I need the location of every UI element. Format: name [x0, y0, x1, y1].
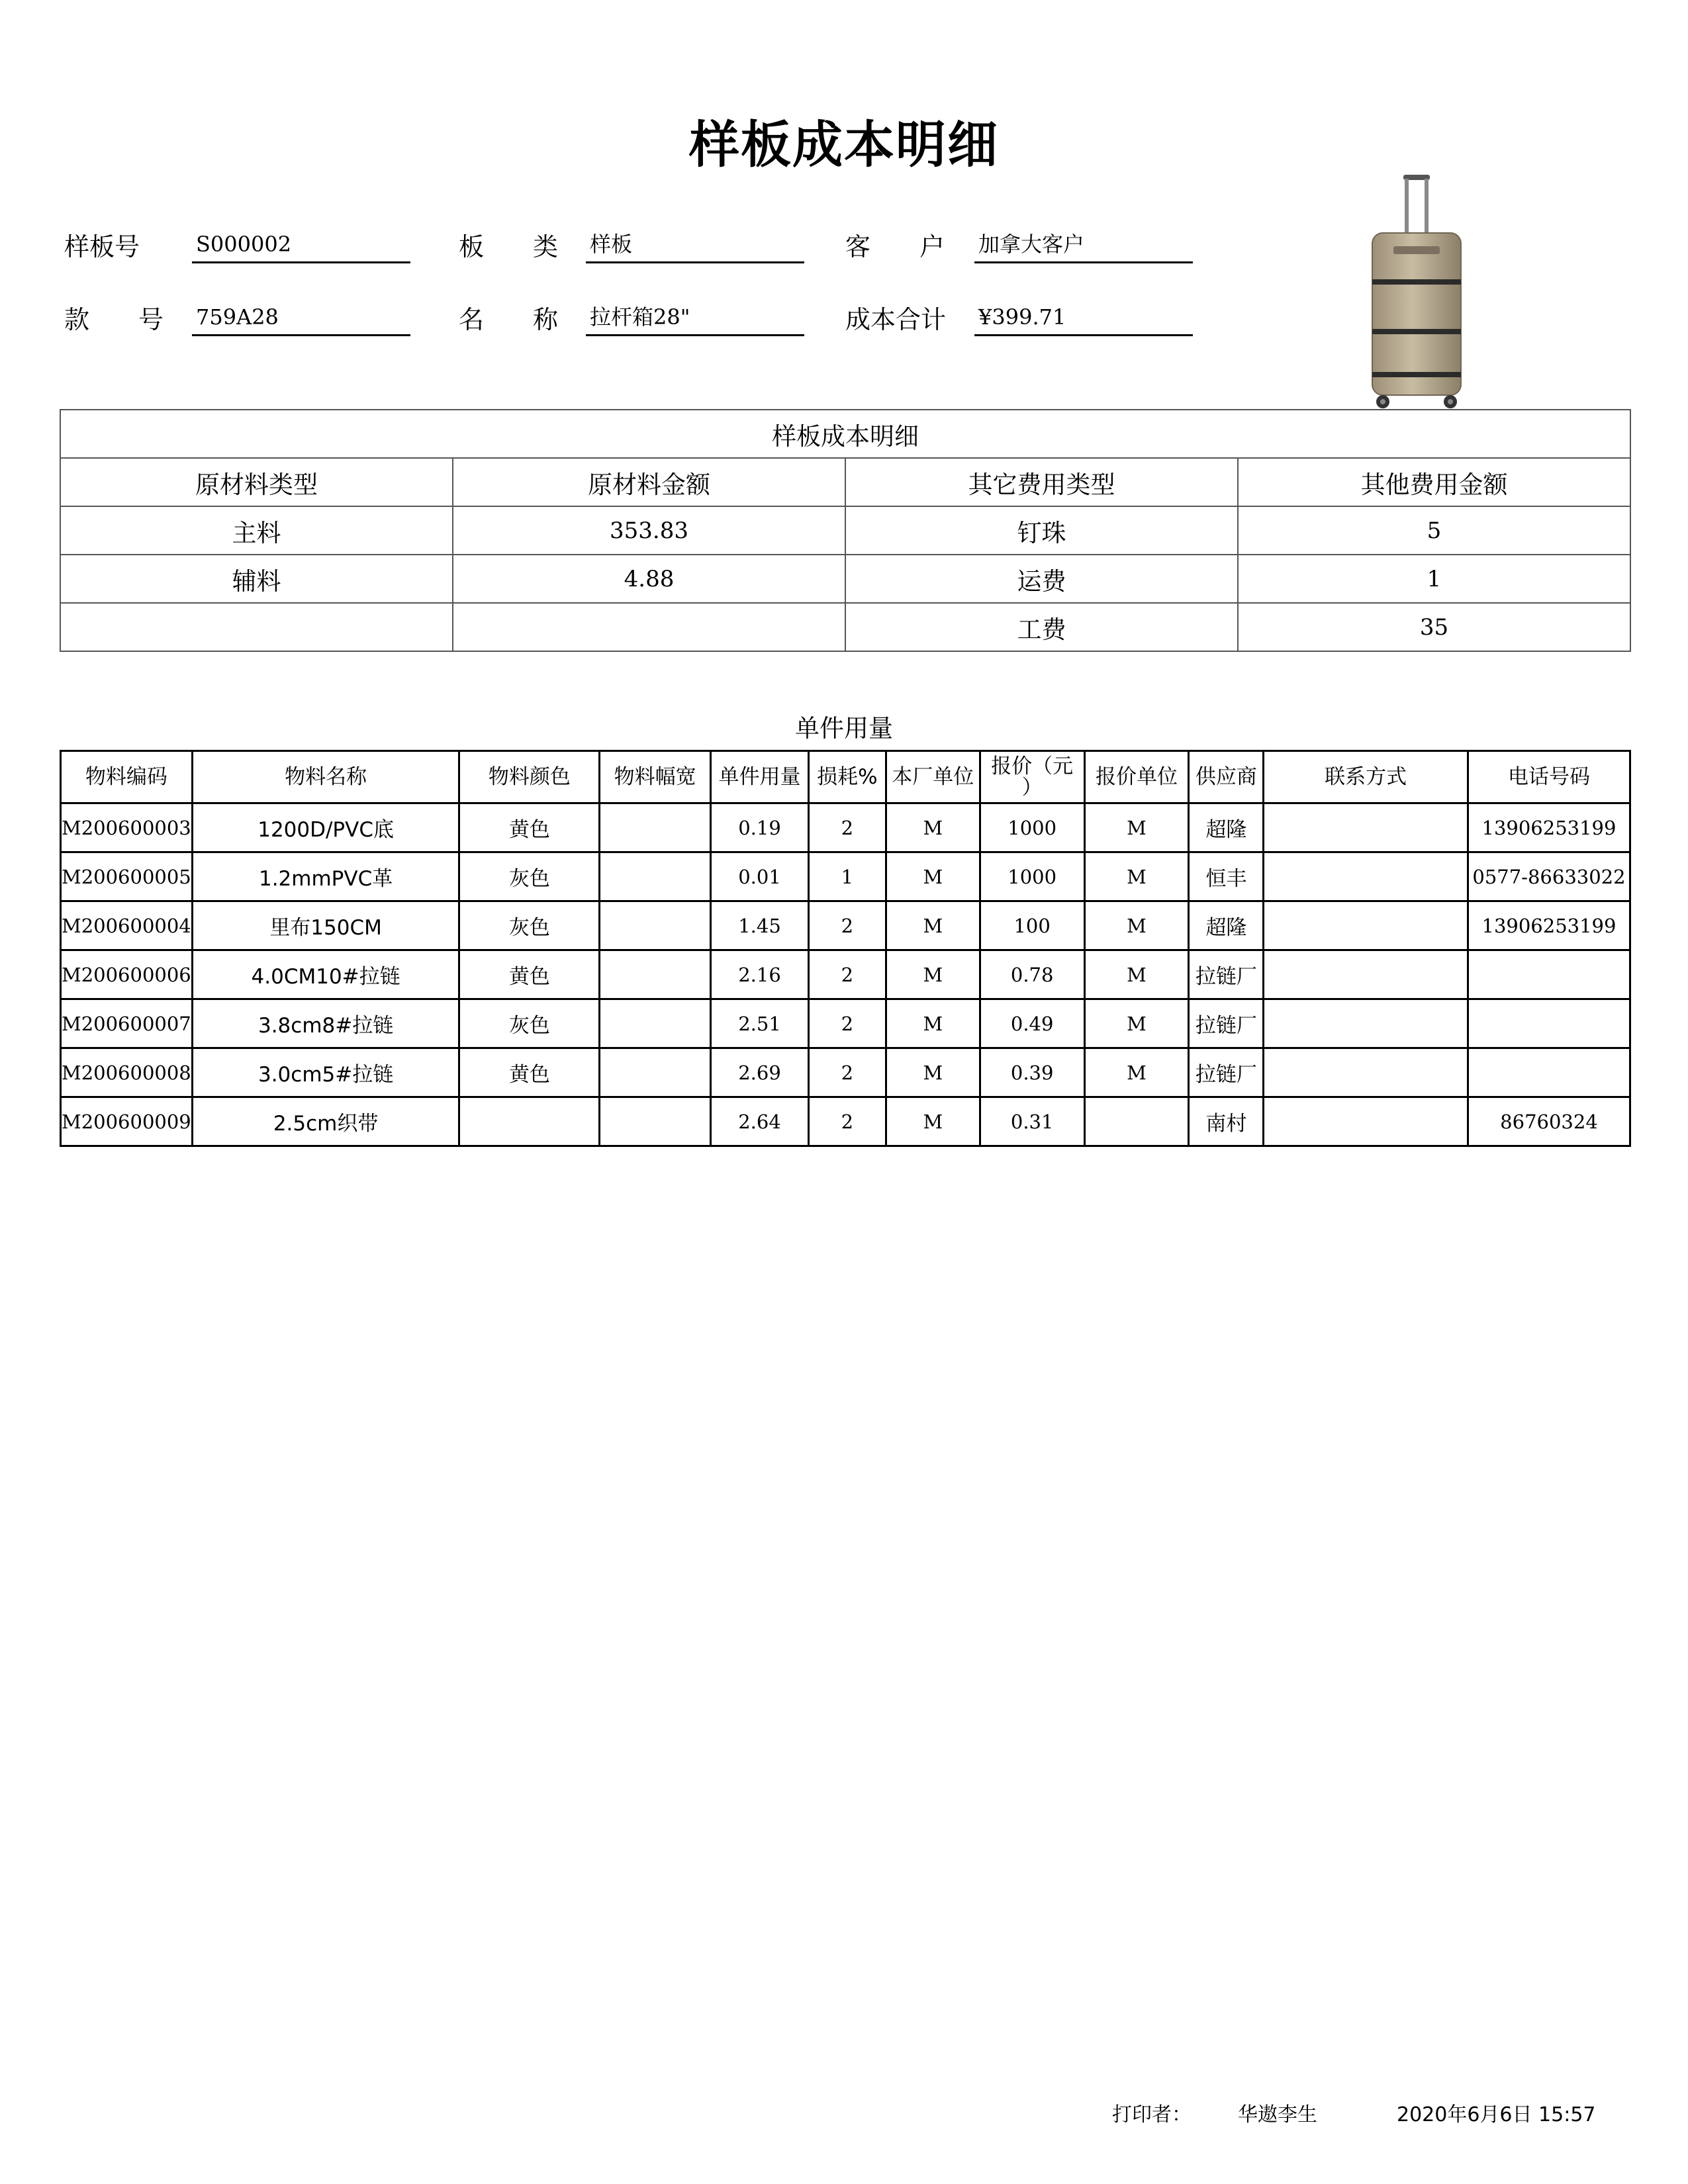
material-cell: 2.5cm织带 [192, 1097, 459, 1146]
material-cell: M [886, 1097, 980, 1146]
material-cell: 2 [808, 999, 886, 1048]
summary-col-raw-amount: 原材料金额 [453, 458, 845, 506]
summary-cell: 353.83 [453, 506, 845, 555]
summary-cell [453, 603, 845, 651]
material-header-row [61, 751, 1630, 803]
cost-total-label: 成本合计 [845, 305, 947, 334]
material-cell: M200600008 [61, 1048, 193, 1097]
material-row [61, 901, 1630, 950]
material-cell [1264, 1048, 1468, 1097]
material-cell: 2 [808, 1097, 886, 1146]
summary-col-raw-type: 原材料类型 [60, 458, 453, 506]
customer-value: 加拿大客户 [974, 225, 1193, 263]
material-cell: M [1084, 803, 1189, 852]
material-cell: 0.49 [980, 999, 1084, 1048]
material-cell: 86760324 [1468, 1097, 1630, 1146]
material-cell: M [886, 803, 980, 852]
material-col-material-color: 物料颜色 [459, 751, 600, 803]
material-cell: 拉链厂 [1189, 1048, 1264, 1097]
material-cell: M [1084, 999, 1189, 1048]
material-cell [1264, 901, 1468, 950]
material-col-phone: 电话号码 [1468, 751, 1630, 803]
material-cell: M [1084, 852, 1189, 901]
material-cell [600, 1097, 711, 1146]
material-cell: 灰色 [459, 852, 600, 901]
summary-cell: 主料 [60, 506, 453, 555]
material-cell: 0577-86633022 [1468, 852, 1630, 901]
material-cell [600, 901, 711, 950]
material-cell: 2 [808, 1048, 886, 1097]
material-row [61, 999, 1630, 1048]
material-cell [1468, 1048, 1630, 1097]
material-cell: 1.2mmPVC革 [192, 852, 459, 901]
material-cell: M [886, 1048, 980, 1097]
material-cell: 超隆 [1189, 901, 1264, 950]
material-cell: M200600004 [61, 901, 193, 950]
material-cell: M [1084, 901, 1189, 950]
material-cell: 2.69 [711, 1048, 809, 1097]
material-col-quote-unit: 报价单位 [1084, 751, 1189, 803]
material-cell: 2 [808, 901, 886, 950]
material-cell [1264, 999, 1468, 1048]
printer-name: 华遨李生 [1238, 2103, 1317, 2126]
material-cell [600, 852, 711, 901]
cost-summary-table [60, 409, 1631, 652]
summary-cell: 35 [1238, 603, 1630, 651]
material-col-material-name: 物料名称 [192, 751, 459, 803]
material-cell: 2.51 [711, 999, 809, 1048]
material-cell [1468, 999, 1630, 1048]
summary-row [60, 555, 1630, 603]
summary-col-other-type: 其它费用类型 [845, 458, 1238, 506]
name-value: 拉杆箱28" [586, 298, 804, 336]
customer-label: 客 户 [845, 232, 945, 261]
material-cell: M200600003 [61, 803, 193, 852]
material-cell: 0.39 [980, 1048, 1084, 1097]
sample-no-label: 样板号 [64, 232, 140, 261]
board-type-label: 板 类 [459, 232, 558, 261]
summary-header-row [60, 458, 1630, 506]
material-cell: 黄色 [459, 803, 600, 852]
usage-section-title: 单件用量 [795, 714, 893, 743]
material-cell [1264, 950, 1468, 999]
material-cell: M200600009 [61, 1097, 193, 1146]
material-cell: M [1084, 1048, 1189, 1097]
material-cell: 拉链厂 [1189, 950, 1264, 999]
material-cell: M200600007 [61, 999, 193, 1048]
material-row [61, 1048, 1630, 1097]
material-cell: 灰色 [459, 901, 600, 950]
material-cell: 南村 [1189, 1097, 1264, 1146]
material-cell: 2 [808, 803, 886, 852]
summary-cell: 4.88 [453, 555, 845, 603]
summary-cell: 5 [1238, 506, 1630, 555]
material-cell [600, 1048, 711, 1097]
material-cell: 灰色 [459, 999, 600, 1048]
summary-title: 样板成本明细 [60, 410, 1630, 458]
material-col-material-code: 物料编码 [61, 751, 193, 803]
material-cell: 100 [980, 901, 1084, 950]
material-cell: 1.45 [711, 901, 809, 950]
material-cell: 13906253199 [1468, 803, 1630, 852]
material-cell: 0.31 [980, 1097, 1084, 1146]
name-label: 名 称 [459, 305, 558, 334]
material-cell: M [1084, 950, 1189, 999]
material-cell: M [886, 852, 980, 901]
material-cell [600, 803, 711, 852]
material-cell [600, 999, 711, 1048]
material-cell [1084, 1097, 1189, 1146]
material-cell: 超隆 [1189, 803, 1264, 852]
material-cell [1264, 852, 1468, 901]
material-cell: 0.01 [711, 852, 809, 901]
summary-cell: 工费 [845, 603, 1238, 651]
style-no-label: 款 号 [64, 305, 164, 334]
material-cell: 13906253199 [1468, 901, 1630, 950]
material-cell: 1000 [980, 803, 1084, 852]
material-row [61, 803, 1630, 852]
summary-cell: 辅料 [60, 555, 453, 603]
style-no-value: 759A28 [192, 298, 410, 336]
material-cell: 黄色 [459, 950, 600, 999]
material-cell: 0.78 [980, 950, 1084, 999]
material-row [61, 1097, 1630, 1146]
suitcase-image [1367, 173, 1466, 412]
material-cell: 4.0CM10#拉链 [192, 950, 459, 999]
summary-cell: 1 [1238, 555, 1630, 603]
material-cell: 0.19 [711, 803, 809, 852]
material-cell: 黄色 [459, 1048, 600, 1097]
material-col-factory-unit: 本厂单位 [886, 751, 980, 803]
material-cell [600, 950, 711, 999]
material-cell: M [886, 950, 980, 999]
material-cell: M [886, 901, 980, 950]
cost-total-value: ¥399.71 [974, 298, 1193, 336]
summary-cell [60, 603, 453, 651]
summary-cell: 钉珠 [845, 506, 1238, 555]
material-col-unit-usage: 单件用量 [711, 751, 809, 803]
summary-row [60, 603, 1630, 651]
material-col-quote-price: 报价（元 ） [980, 751, 1084, 803]
material-cell [1264, 803, 1468, 852]
page-title: 样板成本明细 [689, 115, 999, 174]
material-row [61, 950, 1630, 999]
material-cell [1264, 1097, 1468, 1146]
material-cell: 1000 [980, 852, 1084, 901]
material-cell [1468, 950, 1630, 999]
material-cell: M200600006 [61, 950, 193, 999]
material-cell: 2.16 [711, 950, 809, 999]
sample-no-value: S000002 [192, 225, 410, 263]
summary-col-other-amount: 其他费用金额 [1238, 458, 1630, 506]
material-col-contact: 联系方式 [1264, 751, 1468, 803]
material-cell: 拉链厂 [1189, 999, 1264, 1048]
material-col-material-width: 物料幅宽 [600, 751, 711, 803]
material-col-loss-pct: 损耗% [808, 751, 886, 803]
print-timestamp: 2020年6月6日 15:57 [1397, 2103, 1596, 2126]
material-cell: 2 [808, 950, 886, 999]
material-usage-table [60, 750, 1631, 1147]
summary-cell: 运费 [845, 555, 1238, 603]
material-row [61, 852, 1630, 901]
material-cell: M200600005 [61, 852, 193, 901]
material-cell: 2.64 [711, 1097, 809, 1146]
material-cell: M [886, 999, 980, 1048]
material-cell: 恒丰 [1189, 852, 1264, 901]
printer-label: 打印者： [1112, 2103, 1192, 2126]
material-cell: 1200D/PVC底 [192, 803, 459, 852]
material-cell: 里布150CM [192, 901, 459, 950]
material-cell: 3.8cm8#拉链 [192, 999, 459, 1048]
material-cell: 1 [808, 852, 886, 901]
summary-row [60, 506, 1630, 555]
board-type-value: 样板 [586, 225, 804, 263]
material-cell: 3.0cm5#拉链 [192, 1048, 459, 1097]
material-col-supplier: 供应商 [1189, 751, 1264, 803]
material-cell [459, 1097, 600, 1146]
